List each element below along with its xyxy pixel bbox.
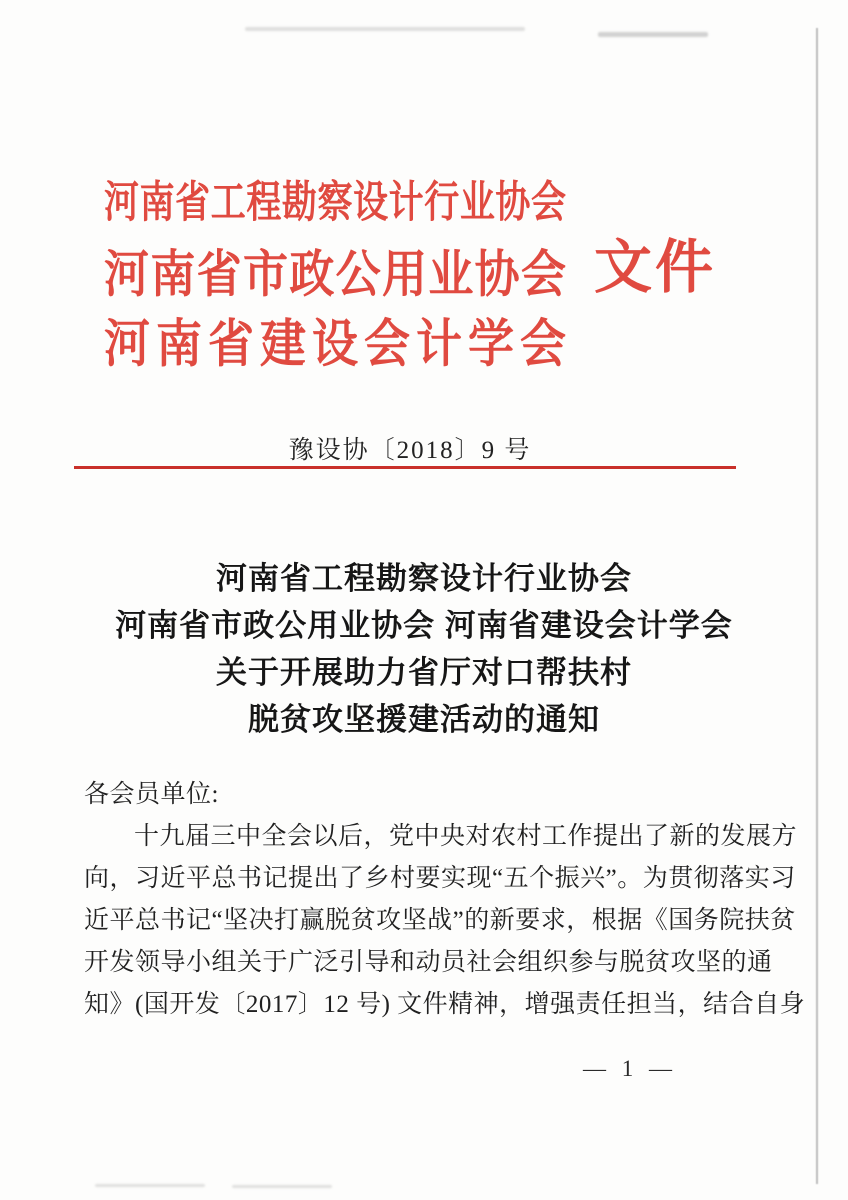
title-line-4: 脱贫攻坚援建活动的通知	[248, 702, 600, 737]
scan-smudge-top-left	[245, 27, 525, 31]
letterhead-doc-type: 文件	[594, 235, 717, 300]
body-text-line: 知》(国开发〔2017〕12 号) 文件精神，增强责任担当，结合自身	[84, 991, 806, 1018]
title-line-3: 关于开展助力省厅对口帮扶村	[216, 655, 632, 690]
scan-smudge-bottom-center	[232, 1185, 332, 1188]
letterhead-org-1: 河南省工程勘察设计行业协会	[104, 178, 566, 227]
title-line-2: 河南省市政公用业协会 河南省建设会计学会	[115, 608, 733, 643]
document-body	[84, 774, 806, 1026]
document-title	[0, 555, 848, 743]
title-line-1: 河南省工程勘察设计行业协会	[216, 561, 632, 596]
scan-smudge-top-right	[598, 32, 708, 37]
body-text-line: 十九届三中全会以后，党中央对农村工作提出了新的发展方	[134, 823, 798, 850]
page-number: — 1 —	[583, 1056, 677, 1081]
letterhead-org-3: 河南省建设会计学会	[104, 314, 566, 373]
salutation: 各会员单位:	[84, 781, 219, 808]
body-text-line: 开发领导小组关于广泛引导和动员社会组织参与脱贫攻坚的通	[84, 949, 773, 976]
letterhead-org-2: 河南省市政公用业协会	[104, 245, 566, 303]
scan-smudge-bottom-left	[95, 1184, 205, 1187]
body-text-line: 近平总书记“坚决打赢脱贫攻坚战”的新要求，根据《国务院扶贫	[84, 907, 796, 934]
body-text-line: 向，习近平总书记提出了乡村要实现“五个振兴”。为贯彻落实习	[84, 865, 796, 892]
red-separator-line	[74, 466, 736, 469]
document-number: 豫设协〔2018〕9 号	[288, 437, 532, 464]
